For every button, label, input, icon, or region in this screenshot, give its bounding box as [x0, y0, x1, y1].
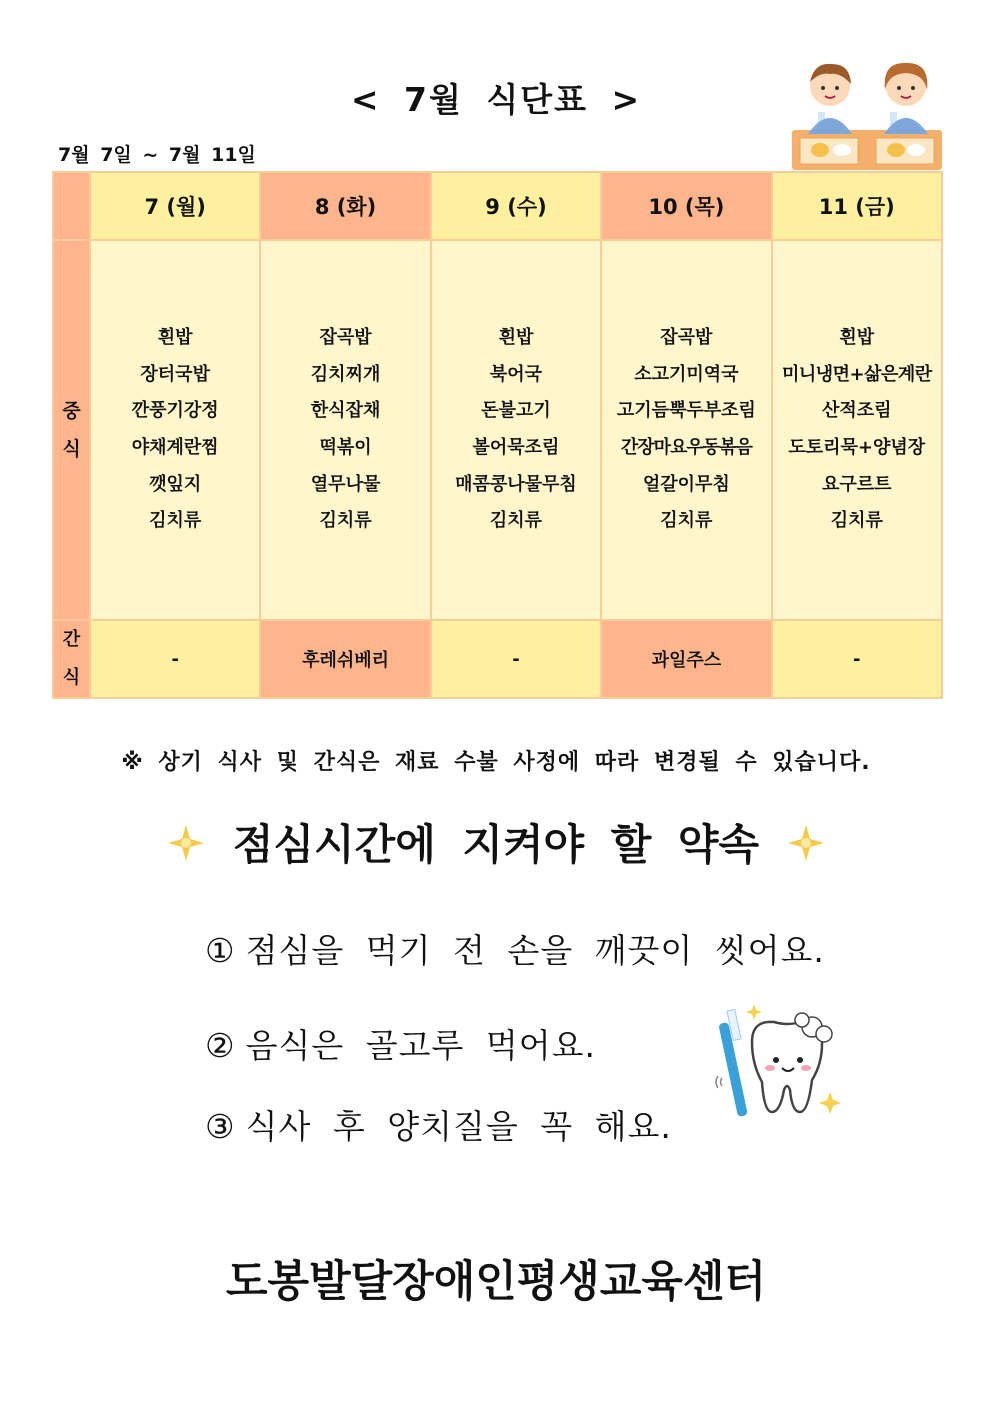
- notice-text: ※ 상기 식사 및 간식은 재료 수불 사정에 따라 변경될 수 있습니다.: [121, 750, 871, 775]
- lunch-menu-cell: 흰밥 미니냉면+삶은계란 산적조림 도토리묵+양념장 요구르트 김치류: [772, 240, 942, 620]
- day-header: 9 (수): [431, 172, 601, 240]
- snack-row: [53, 620, 942, 698]
- snack-cell: 과일주스: [601, 620, 771, 698]
- sparkle-star-icon: [166, 823, 206, 863]
- page-title: < 7월 식단표 >: [350, 80, 642, 119]
- day-header: 10 (목): [601, 172, 771, 240]
- tooth-toothbrush-illustration: [712, 1002, 847, 1127]
- rules-heading: [0, 812, 992, 872]
- table-header-row: [53, 172, 942, 240]
- snack-cell: -: [431, 620, 601, 698]
- snack-label: 간 식: [53, 620, 90, 698]
- lunch-row: [53, 240, 942, 620]
- snack-cell: 후레쉬베리: [260, 620, 430, 698]
- rules-title-text: 점심시간에 지켜야 할 약속: [232, 820, 760, 869]
- date-range: 7월 7일 ~ 7월 11일: [58, 144, 256, 166]
- day-header: 8 (화): [260, 172, 430, 240]
- lunch-menu-cell: 잡곡밥 소고기미역국 고기듬뿍두부조림 간장마요우동볶음 얼갈이무침 김치류: [601, 240, 771, 620]
- rule-number: ①: [205, 931, 236, 970]
- children-eating-illustration: [790, 60, 945, 172]
- snack-cell: -: [772, 620, 942, 698]
- lunch-menu-cell: 흰밥 북어국 돈불고기 볼어묵조림 매콤콩나물무침 김치류: [431, 240, 601, 620]
- rule-text: 점심을 먹기 전 손을 깨끗이 씻어요.: [245, 931, 825, 970]
- organization-name: 도봉발달장애인평생교육센터: [226, 1257, 766, 1307]
- lunch-menu-cell: 잡곡밥 김치찌개 한식잡채 떡볶이 열무나물 김치류: [260, 240, 430, 620]
- lunch-menu-cell: 흰밥 장터국밥 깐풍기강정 야채계란찜 깻잎지 김치류: [90, 240, 260, 620]
- rule-item: [205, 1101, 672, 1148]
- corner-cell: [53, 172, 90, 240]
- rule-item: [205, 1020, 596, 1067]
- meal-table: [52, 171, 943, 699]
- rule-item: [205, 925, 825, 972]
- day-header: 11 (금): [772, 172, 942, 240]
- rule-number: ③: [205, 1107, 236, 1146]
- snack-cell: -: [90, 620, 260, 698]
- sparkle-star-icon: [786, 823, 826, 863]
- day-header: 7 (월): [90, 172, 260, 240]
- rule-number: ②: [205, 1026, 236, 1065]
- rule-text: 식사 후 양치질을 꼭 해요.: [245, 1107, 672, 1146]
- rule-text: 음식은 골고루 먹어요.: [245, 1026, 596, 1065]
- lunch-label: 중 식: [53, 240, 90, 620]
